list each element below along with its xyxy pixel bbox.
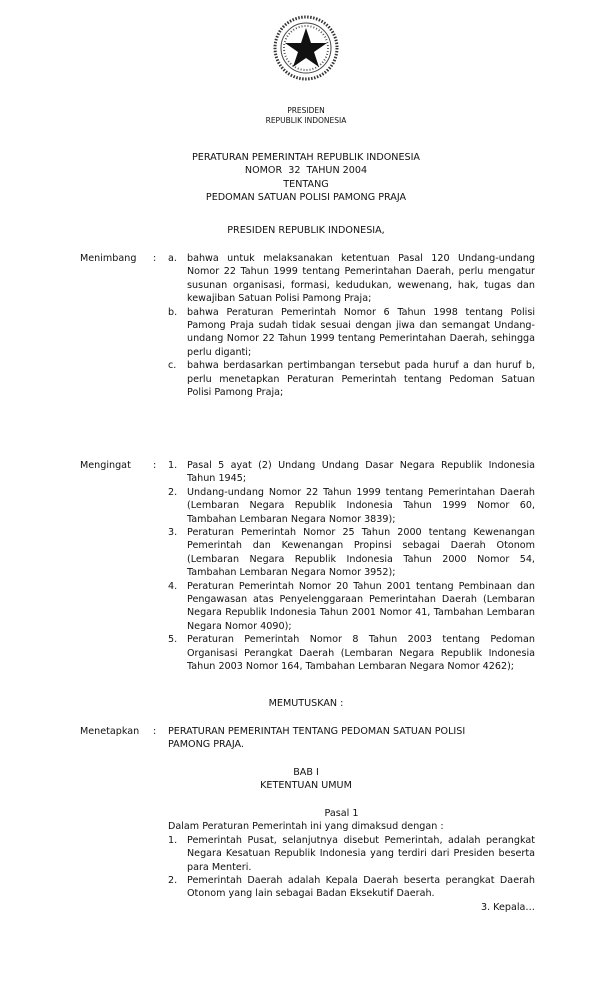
mengingat-section [80, 459, 535, 674]
list-item [168, 252, 535, 306]
chapter-number: BAB I [293, 767, 319, 778]
item-marker: c. [168, 360, 177, 372]
list-item [168, 526, 535, 580]
preamble: PRESIDEN REPUBLIK INDONESIA, [227, 225, 385, 236]
item-text: Peraturan Pemerintah Nomor 20 Tahun 2001 tentang Pembinaan dan Pengawasan atas Penyelenggaraan Pemerintahan Daerah (Lembaran Negara Republik Indonesia Tahun 2001 Nomor 41, Tambahan Lembaran Negara Nomor 4090); [187, 580, 535, 632]
list-item [168, 306, 535, 360]
list-item [168, 459, 535, 486]
header-republic: REPUBLIK INDONESIA [265, 116, 347, 125]
menetapkan-label: Menetapkan [80, 726, 140, 737]
item-text: Pasal 5 ayat (2) Undang Undang Dasar Negara Republik Indonesia Tahun 1945; [187, 460, 535, 485]
page-continuation: 3. Kepala… [480, 901, 535, 913]
article-title: Pasal 1 [324, 808, 359, 819]
item-text: Undang-undang Nomor 22 Tahun 1999 tentang Pemerintahan Daerah (Lembaran Negara Republik Indonesia Tahun 1999 Nomor 60, Tambahan Lembaran Negara Nomor 3839); [187, 486, 535, 525]
item-text: Peraturan Pemerintah Nomor 25 Tahun 2000 tentang Kewenangan Pemerintah dan Kewenangan Propinsi sebagai Daerah Otonom (Lembaran Negara Republik Indonesia Tahun 2000 Nomor 54, Tambahan Lembaran Negara Nomor 3952); [187, 527, 535, 579]
chapter-title: KETENTUAN UMUM [260, 780, 352, 792]
item-marker: 3. [168, 527, 178, 539]
title-line-4: PEDOMAN SATUAN POLISI PAMONG PRAJA [205, 192, 407, 204]
item-text: Pemerintah Daerah adalah Kepala Daerah beserta perangkat Daerah Otonom yang lain sebagai Badan Eksekutif Daerah. [187, 875, 535, 900]
list-item [168, 633, 535, 673]
colon: : [153, 253, 157, 264]
memutuskan-heading: MEMUTUSKAN : [268, 698, 344, 709]
menimbang-label: Menimbang [80, 253, 137, 264]
item-text: Peraturan Pemerintah Nomor 8 Tahun 2003 tentang Pedoman Organisasi Perangkat Daerah (Lembaran Negara Republik Indonesia Tahun 2003 Nomor 164, Tambahan Lembaran Negara Nomor 4262); [187, 634, 535, 673]
item-text: bahwa Peraturan Pemerintah Nomor 6 Tahun 1998 tentang Polisi Pamong Praja sudah tidak sesuai dengan jiwa dan semangat Undang-undang Nomor 22 Tahun 1999 tentang Pemerintahan Daerah, sehingga perlu diganti; [187, 306, 535, 358]
list-item [168, 486, 535, 526]
item-marker: b. [168, 306, 178, 318]
item-marker: 1. [168, 460, 178, 471]
item-marker: 4. [168, 580, 178, 592]
item-text: bahwa untuk melaksanakan ketentuan Pasal 120 Undang-undang Nomor 22 Tahun 1999 tentang Pemerintahan Daerah, perlu mengatur susunan organisasi, formasi, kedudukan, wewenang, hak, tugas dan kewajiban Satuan Polisi Pamong Praja; [187, 253, 535, 305]
item-text: Pemerintah Pusat, selanjutnya disebut Pemerintah, adalah perangkat Negara Kesatuan Republik Indonesia yang terdiri dari Presiden beserta para Menteri. [187, 834, 535, 873]
item-marker: 2. [168, 486, 178, 498]
list-item [168, 874, 535, 901]
chapter-heading [0, 766, 612, 793]
title-line-3: TENTANG [283, 178, 329, 190]
menetapkan-section [80, 725, 535, 752]
colon: : [153, 726, 157, 737]
mengingat-label: Mengingat [80, 460, 131, 471]
article-intro: Dalam Peraturan Pemerintah ini yang dimaksud dengan : [168, 821, 444, 833]
item-marker: 5. [168, 634, 178, 646]
item-text: bahwa berdasarkan pertimbangan tersebut pada huruf a dan huruf b, perlu menetapkan Peraturan Pemerintah tentang Pedoman Satuan Polisi Pamong Praja; [187, 360, 535, 399]
title-line-1: PERATURAN PEMERINTAH REPUBLIK INDONESIA [192, 152, 420, 163]
header-president: PRESIDEN [287, 106, 325, 115]
title-line-2: NOMOR 32 TAHUN 2004 [244, 165, 368, 177]
colon: : [153, 460, 157, 471]
menetapkan-line-1: PERATURAN PEMERINTAH TENTANG PEDOMAN SATUAN POLISI [168, 726, 466, 737]
document-title [0, 151, 612, 205]
item-marker: 2. [168, 875, 178, 887]
presidential-emblem [272, 14, 340, 82]
item-marker: a. [168, 253, 177, 264]
list-item [168, 834, 535, 874]
menetapkan-line-2: PAMONG PRAJA. [168, 739, 244, 751]
star-emblem-icon [272, 14, 340, 82]
list-item [168, 580, 535, 634]
pasal-1-section [80, 807, 535, 914]
item-marker: 1. [168, 834, 178, 846]
list-item [168, 359, 535, 399]
menimbang-section [80, 252, 535, 399]
